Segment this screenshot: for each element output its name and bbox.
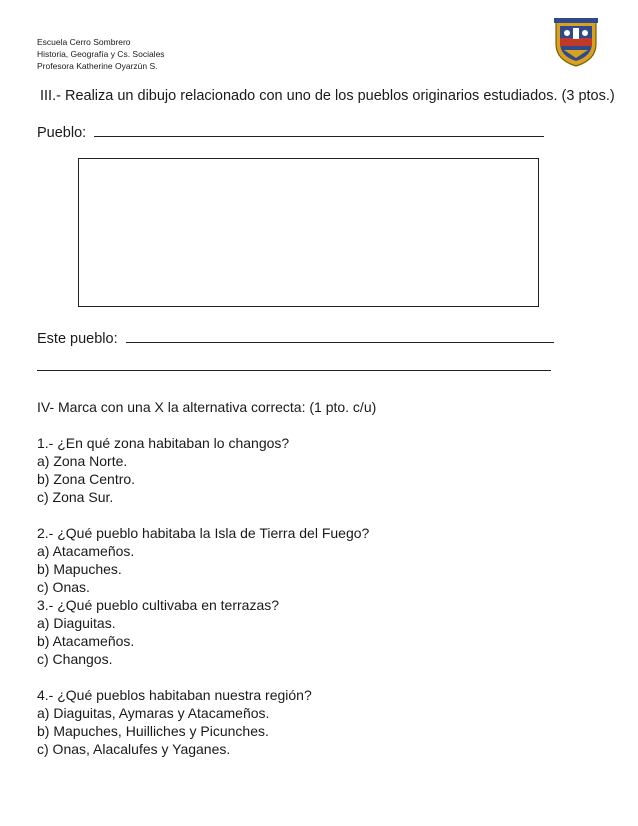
q1-option-c[interactable]: c) Zona Sur.	[37, 489, 114, 505]
subject-name: Historia, Geografía y Cs. Sociales	[37, 49, 165, 59]
section-4-title: IV- Marca con una X la alternativa correcta: (1 pto. c/u)	[37, 399, 377, 415]
school-name: Escuela Cerro Sombrero	[37, 37, 131, 47]
q1-option-a[interactable]: a) Zona Norte.	[37, 453, 128, 469]
q4-option-b[interactable]: b) Mapuches, Huilliches y Picunches.	[37, 723, 269, 739]
question-2: 2.- ¿Qué pueblo habitaba la Isla de Tierra del Fuego?	[37, 525, 370, 541]
section-3-title: III.- Realiza un dibujo relacionado con uno de los pueblos originarios estudiados. (3 ptos.)	[40, 88, 615, 104]
question-4: 4.- ¿Qué pueblos habitaban nuestra región?	[37, 687, 312, 703]
question-1: 1.- ¿En qué zona habitaban lo changos?	[37, 435, 290, 451]
q1-option-b[interactable]: b) Zona Centro.	[37, 471, 136, 487]
pueblo-label: Pueblo:	[37, 125, 87, 141]
q4-option-a[interactable]: a) Diaguitas, Aymaras y Atacameños.	[37, 705, 270, 721]
q3-option-a[interactable]: a) Diaguitas.	[37, 615, 116, 631]
pueblo-answer-line[interactable]	[94, 122, 544, 137]
school-crest-icon	[552, 14, 600, 68]
teacher-name: Profesora Katherine Oyarzún S.	[37, 61, 158, 71]
q3-option-c[interactable]: c) Changos.	[37, 651, 113, 667]
drawing-box[interactable]	[78, 158, 539, 307]
este-pueblo-answer-line[interactable]	[126, 328, 554, 343]
q2-option-c[interactable]: c) Onas.	[37, 579, 90, 595]
este-pueblo-label: Este pueblo:	[37, 331, 118, 347]
section-4	[37, 398, 376, 758]
question-3: 3.- ¿Qué pueblo cultivaba en terrazas?	[37, 597, 280, 613]
q3-option-b[interactable]: b) Atacameños.	[37, 633, 135, 649]
q4-option-c[interactable]: c) Onas, Alacalufes y Yaganes.	[37, 741, 231, 757]
q2-option-a[interactable]: a) Atacameños.	[37, 543, 135, 559]
q2-option-b[interactable]: b) Mapuches.	[37, 561, 122, 577]
pueblo-field	[37, 122, 544, 141]
school-header	[37, 36, 165, 72]
este-pueblo-field	[37, 328, 554, 347]
este-pueblo-answer-line-2[interactable]	[37, 370, 551, 371]
